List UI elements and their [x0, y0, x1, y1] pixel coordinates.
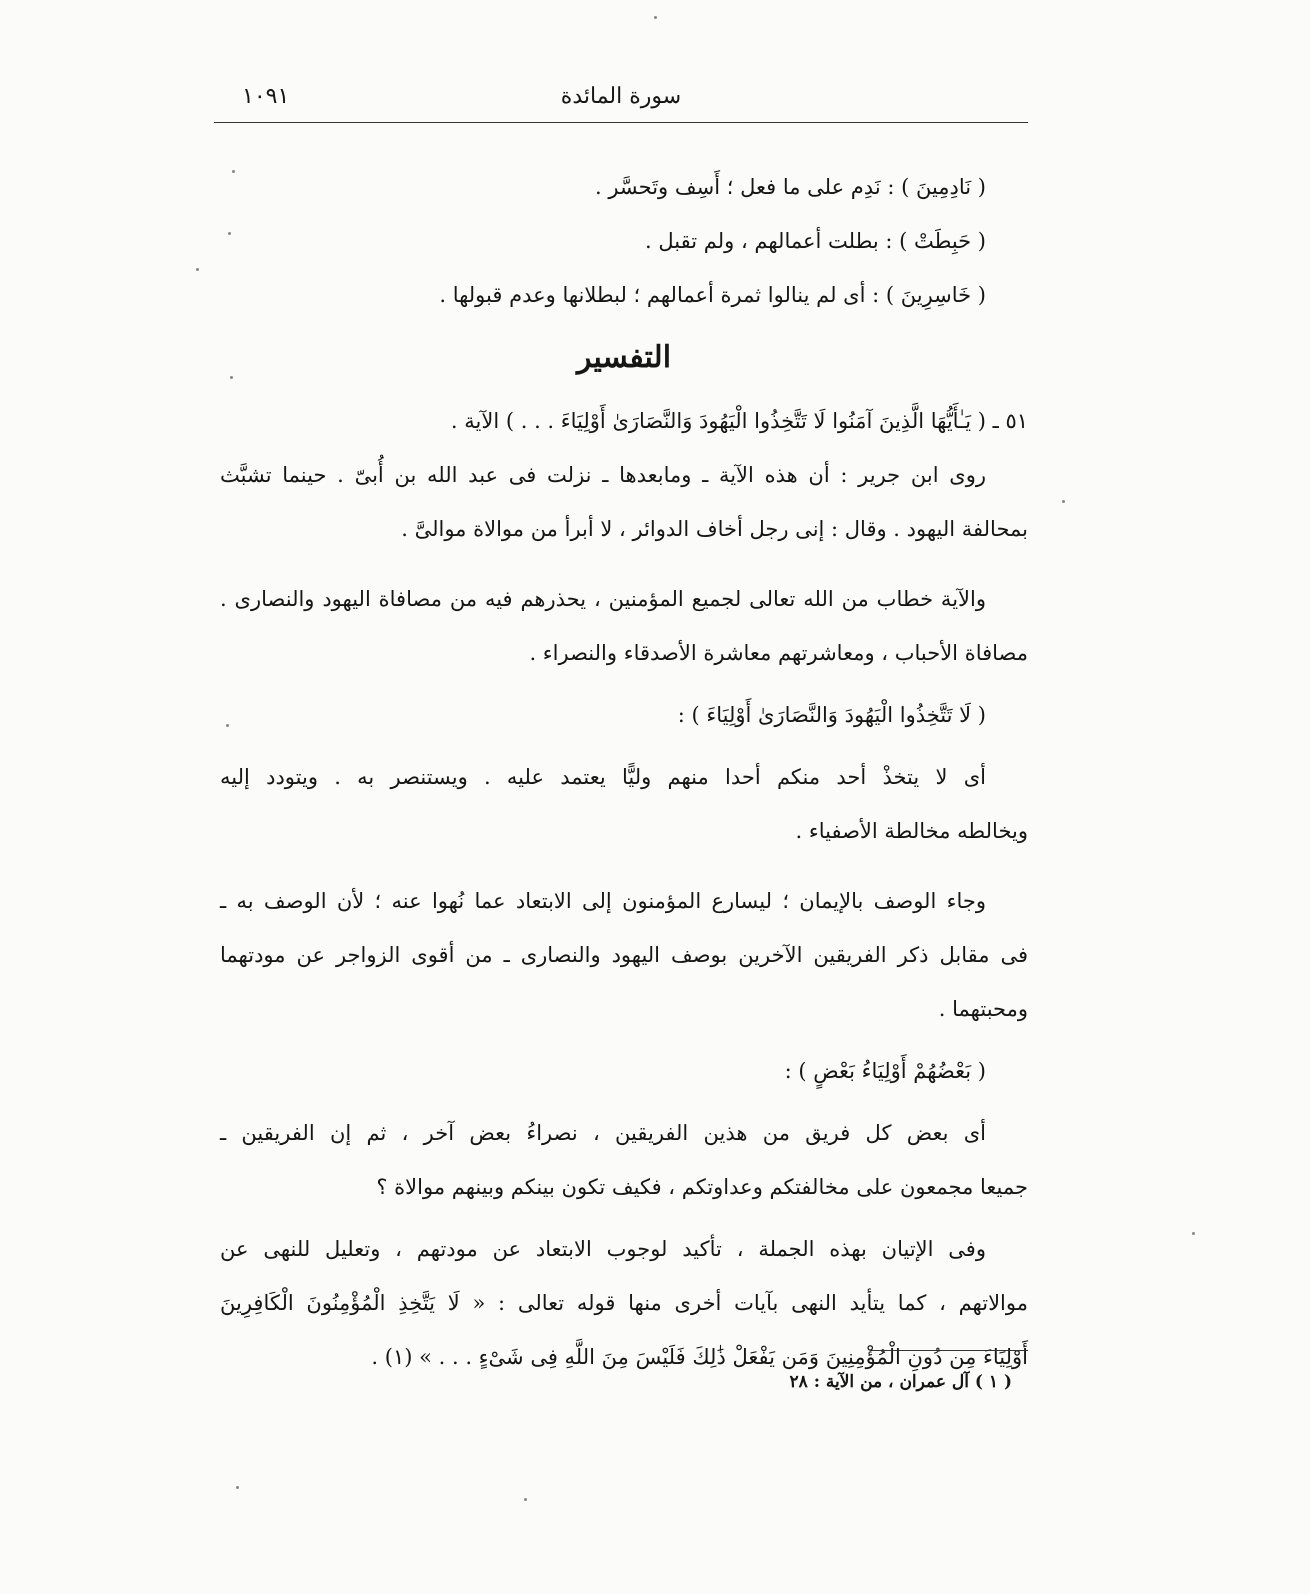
- page-number: ١٠٩١: [242, 84, 290, 109]
- scan-speck: [226, 724, 229, 727]
- scan-speck: [1062, 500, 1065, 503]
- running-header: [214, 84, 1028, 124]
- footnote: ( ١ ) آل عمران ، من الآية : ٢٨: [789, 1372, 1012, 1392]
- definition-line: ( خَاسِرِينَ ) : أى لم ينالوا ثمرة أعمالهم ؛ لبطلانها وعدم قبولها .: [439, 283, 986, 307]
- page-body: [220, 160, 1028, 1384]
- scan-speck: [230, 376, 233, 379]
- scan-speck: [524, 1498, 527, 1501]
- paragraph-line: ومحبتهما .: [938, 997, 1028, 1021]
- paragraph-line: روى ابن جرير : أن هذه الآية ـ ومابعدها ـ نزلت فى عبد الله بن أُبىّ . حينما تشبَّث: [220, 463, 986, 487]
- scan-speck: [232, 170, 235, 173]
- paragraph-line: وفى الإتيان بهذه الجملة ، تأكيد لوجوب الابتعاد عن مودتهم ، وتعليل للنهى عن: [220, 1237, 986, 1261]
- quoted-phrase: ( بَعْضُهُمْ أَوْلِيَاءُ بَعْضٍ ) :: [784, 1059, 986, 1083]
- paragraph-line: ويخالطه مخالطة الأصفياء .: [795, 819, 1028, 843]
- scan-speck: [196, 268, 199, 271]
- scan-speck: [236, 1486, 239, 1489]
- paragraph-line: فى مقابل ذكر الفريقين الآخرين بوصف اليهود والنصارى ـ من أقوى الزواجر عن مودتهما: [220, 943, 1028, 967]
- quoted-phrase: ( لَا تَتَّخِذُوا الْيَهُودَ وَالنَّصَارَىٰ أَوْلِيَاءَ ) :: [677, 703, 986, 727]
- verse-heading: ٥١ ـ ( يَـٰأَيُّهَا الَّذِينَ آمَنُوا لَا تَتَّخِذُوا الْيَهُودَ وَالنَّصَارَىٰ أَوْلِيَاءَ . . . ) الآية .: [450, 409, 1028, 433]
- paragraph-line: أَوْلِيَاءَ مِن دُونِ الْمُؤْمِنِينَ وَمَن يَفْعَلْ ذَٰلِكَ فَلَيْسَ مِنَ اللَّهِ فِى شَىْءٍ . . . » (١) .: [371, 1345, 1028, 1369]
- paragraph-line: بمحالفة اليهود . وقال : إنى رجل أخاف الدوائر ، لا أبرأ من موالاة موالىَّ .: [401, 517, 1028, 541]
- paragraph-line: والآية خطاب من الله تعالى لجميع المؤمنين ، يحذرهم فيه من مصافاة اليهود والنصارى .: [220, 587, 986, 611]
- definition-line: ( حَبِطَتْ ) : بطلت أعمالهم ، ولم تقبل .: [645, 229, 986, 253]
- paragraph-line: موالاتهم ، كما يتأيد النهى بآيات أخرى منها قوله تعالى : « لَا يَتَّخِذِ الْمُؤْمِنُونَ الْكَافِرِينَ: [220, 1291, 1028, 1315]
- scan-speck: [228, 232, 231, 235]
- footnote-separator: [870, 1350, 1028, 1351]
- section-title: التفسير: [576, 340, 672, 375]
- paragraph-line: جميعا مجمعون على مخالفتكم وعداوتكم ، فكيف تكون بينكم وبينهم موالاة ؟: [376, 1175, 1028, 1199]
- surah-title: سورة المائدة: [560, 84, 682, 109]
- definition-line: ( نَادِمِينَ ) : نَدِم على ما فعل ؛ أَسِف وتَحسَّر .: [594, 175, 986, 199]
- paragraph-line: مصافاة الأحباب ، ومعاشرتهم معاشرة الأصدقاء والنصراء .: [529, 641, 1028, 665]
- paragraph-line: وجاء الوصف بالإيمان ؛ ليسارع المؤمنون إلى الابتعاد عما نُهوا عنه ؛ لأن الوصف به ـ: [220, 889, 986, 913]
- paragraph-line: أى لا يتخذْ أحد منكم أحدا منهم وليًّا يعتمد عليه . ويستنصر به . ويتودد إليه: [220, 765, 986, 789]
- header-rule: [214, 122, 1028, 123]
- scan-speck: [1192, 1232, 1195, 1235]
- scan-speck: [654, 16, 657, 19]
- paragraph-line: أى بعض كل فريق من هذين الفريقين ، نصراءُ بعض آخر ، ثم إن الفريقين ـ: [220, 1121, 986, 1145]
